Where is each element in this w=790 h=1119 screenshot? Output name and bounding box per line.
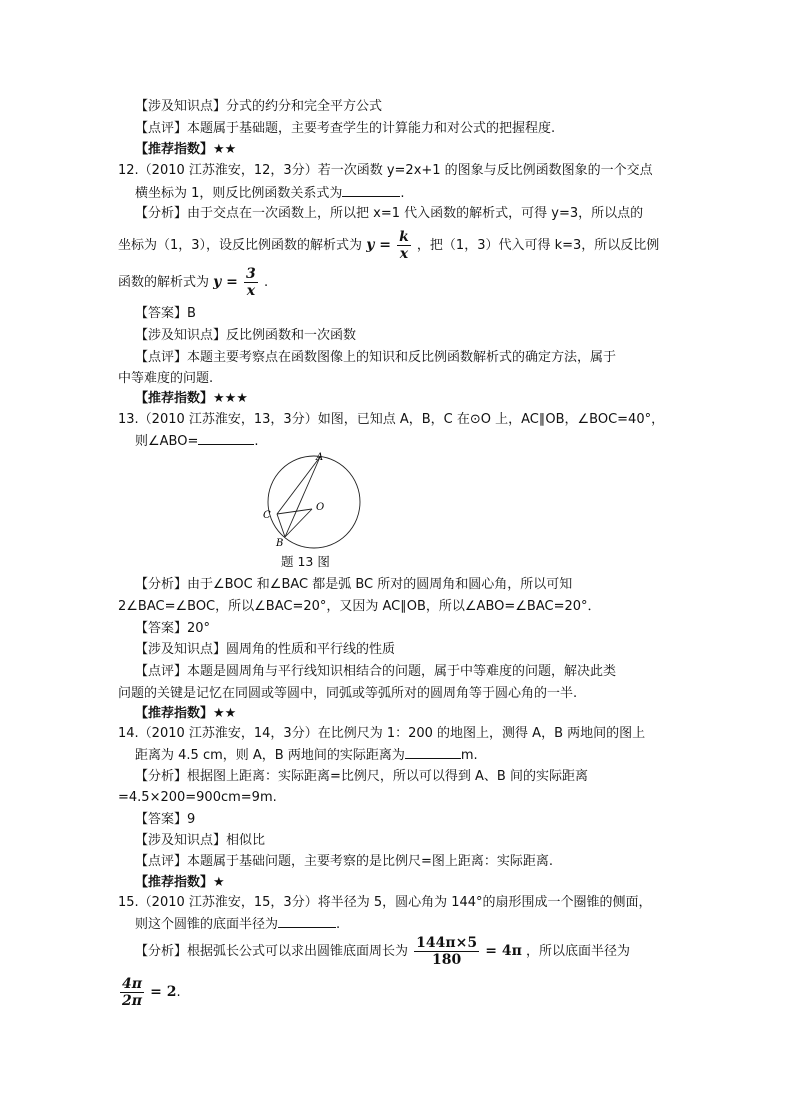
q12-formula-lhs: y = xyxy=(366,237,391,253)
segment-bo xyxy=(285,509,312,537)
q13-stem-text: 则∠ABO= xyxy=(135,434,199,449)
q12-stem-text: 横坐标为 1，则反比例函数关系式为 xyxy=(135,186,343,201)
q12-analysis-text-end: ，把（1，3）代入可得 k=3，所以反比例 xyxy=(416,238,660,253)
q12-answer: 【答案】B xyxy=(135,306,196,321)
q12-analysis-line2 xyxy=(118,228,659,263)
label-c: C xyxy=(263,510,271,521)
q15-radius-numerator: 4π xyxy=(122,976,142,992)
q14-stem-text: 距离为 4.5 cm，则 A，B 两地间的实际距离为 xyxy=(135,748,405,763)
q13-comment-line2: 问题的关键是记忆在同圆或等圆中，同弧或等弧所对的圆周角等于圆心角的一半. xyxy=(118,686,578,701)
label-o: O xyxy=(316,502,325,513)
label-b: B xyxy=(276,538,284,549)
q13-figure-caption: 题 13 图 xyxy=(281,554,330,569)
q13-comment-line1: 【点评】本题是圆周角与平行线知识相结合的问题，属于中等难度的问题，解决此类 xyxy=(135,664,617,679)
q15-stem-line1: 15.（2010 江苏淮安，15，3分）将半径为 5，圆心角为 144°的扇形围成一个圈锥的侧面， xyxy=(118,895,652,910)
q13-analysis-line1: 【分析】由于∠BOC 和∠BAC 都是弧 BC 所对的圆周角和圆心角，所以可知 xyxy=(135,577,573,592)
q12-stem-end: . xyxy=(400,186,405,201)
q14-answer-blank xyxy=(405,746,461,759)
q15-stem-text: 则这个圆锥的底面半径为 xyxy=(135,917,279,932)
q15-stem-end: . xyxy=(336,917,341,932)
q14-analysis-line1: 【分析】根据图上距离：实际距离=比例尺，所以可以得到 A、B 间的实际距离 xyxy=(135,769,588,784)
q15-analysis-line1 xyxy=(135,933,630,970)
q15-radius-fraction xyxy=(120,976,144,1009)
label-a: A xyxy=(316,452,324,463)
q12-comment-line2: 中等难度的问题. xyxy=(118,371,214,386)
q12-result-denominator: x xyxy=(246,283,256,299)
q13-figure-circle xyxy=(255,450,370,550)
q12-stem-line1: 12.（2010 江苏淮安，12，3分）若一次函数 y=2x+1 的图象与反比例函数图象的一个交点 xyxy=(118,163,653,178)
q12-result-numerator: 3 xyxy=(246,266,256,282)
q13-answer: 【答案】20° xyxy=(135,621,211,636)
q14-stem-line1: 14.（2010 江苏淮安，14，3分）在比例尺为 1：200 的地图上，测得 A，B 两地间的图上 xyxy=(118,726,646,741)
q12-analysis-text3: 函数的解析式为 xyxy=(118,275,210,290)
q13-answer-blank xyxy=(198,432,254,445)
q11-knowledge: 【涉及知识点】分式的约分和完全平方公式 xyxy=(135,99,383,114)
q13-analysis-line2: 2∠BAC=∠BOC，所以∠BAC=20°，又因为 AC∥OB，所以∠ABO=∠BAC=20°． xyxy=(118,599,601,614)
q12-rating: 【推荐指数】★★★ xyxy=(135,391,248,406)
q13-stem-line2 xyxy=(135,432,259,451)
q12-analysis-line1: 【分析】由于交点在一次函数上，所以把 x=1 代入函数的解析式，可得 y=3，所以点的 xyxy=(135,206,644,221)
q12-result-lhs: y = xyxy=(213,274,238,290)
q15-arc-length-fraction xyxy=(414,935,479,968)
q13-knowledge: 【涉及知识点】圆周角的性质和平行线的性质 xyxy=(135,642,396,657)
q12-analysis-end: . xyxy=(263,275,269,290)
q11-comment: 【点评】本题属于基础题，主要考查学生的计算能力和对公式的把握程度. xyxy=(135,121,556,136)
q11-rating: 【推荐指数】★★ xyxy=(135,142,237,157)
q14-analysis-line2: =4.5×200=900cm=9m. xyxy=(118,790,277,805)
q14-stem-end: m. xyxy=(460,748,478,763)
q15-analysis-line2 xyxy=(118,974,181,1011)
q15-analysis-text-end: ，所以底面半径为 xyxy=(525,944,630,959)
q12-answer-blank xyxy=(342,184,400,197)
q15-stem-line2 xyxy=(135,915,340,934)
q14-rating: 【推荐指数】★ xyxy=(135,875,225,890)
q12-result-3-over-x xyxy=(244,266,258,299)
segment-co xyxy=(277,509,312,514)
q13-rating: 【推荐指数】★★ xyxy=(135,706,237,721)
q15-arc-length-result: = 4π xyxy=(485,943,522,959)
q15-radius-denominator: 2π xyxy=(122,993,142,1009)
q12-knowledge: 【涉及知识点】反比例函数和一次函数 xyxy=(135,328,357,343)
q12-formula-k-over-x xyxy=(397,229,411,262)
q12-analysis-text: 坐标为（1，3），设反比例函数的解析式为 xyxy=(118,238,363,253)
q14-knowledge: 【涉及知识点】相似比 xyxy=(135,833,266,848)
q15-answer-blank xyxy=(278,915,336,928)
q15-analysis-text: 【分析】根据弧长公式可以求出圆锥底面周长为 xyxy=(135,944,409,959)
q13-stem-line1: 13.（2010 江苏淮安，13，3分）如图，已知点 A，B，C 在⊙O 上，AC∥OB，∠BOC=40°， xyxy=(118,412,665,427)
q14-stem-line2 xyxy=(135,746,478,765)
q12-stem-line2 xyxy=(135,184,405,203)
q12-analysis-line3 xyxy=(118,265,268,300)
q15-fraction-numerator: 144π×5 xyxy=(416,935,478,951)
q14-answer: 【答案】9 xyxy=(135,812,196,827)
q12-comment-line1: 【点评】本题主要考察点在函数图像上的知识和反比例函数解析式的确定方法，属于 xyxy=(135,350,617,365)
q15-analysis-end: . xyxy=(176,985,181,1000)
q15-radius-result: = 2 xyxy=(150,984,177,1000)
q15-fraction-denominator: 180 xyxy=(432,952,462,968)
q12-fraction-denominator: x xyxy=(399,246,409,262)
q14-comment: 【点评】本题属于基础问题，主要考察的是比例尺=图上距离：实际距离. xyxy=(135,854,554,869)
q13-stem-end: . xyxy=(254,434,259,449)
q12-fraction-numerator: k xyxy=(399,229,409,245)
